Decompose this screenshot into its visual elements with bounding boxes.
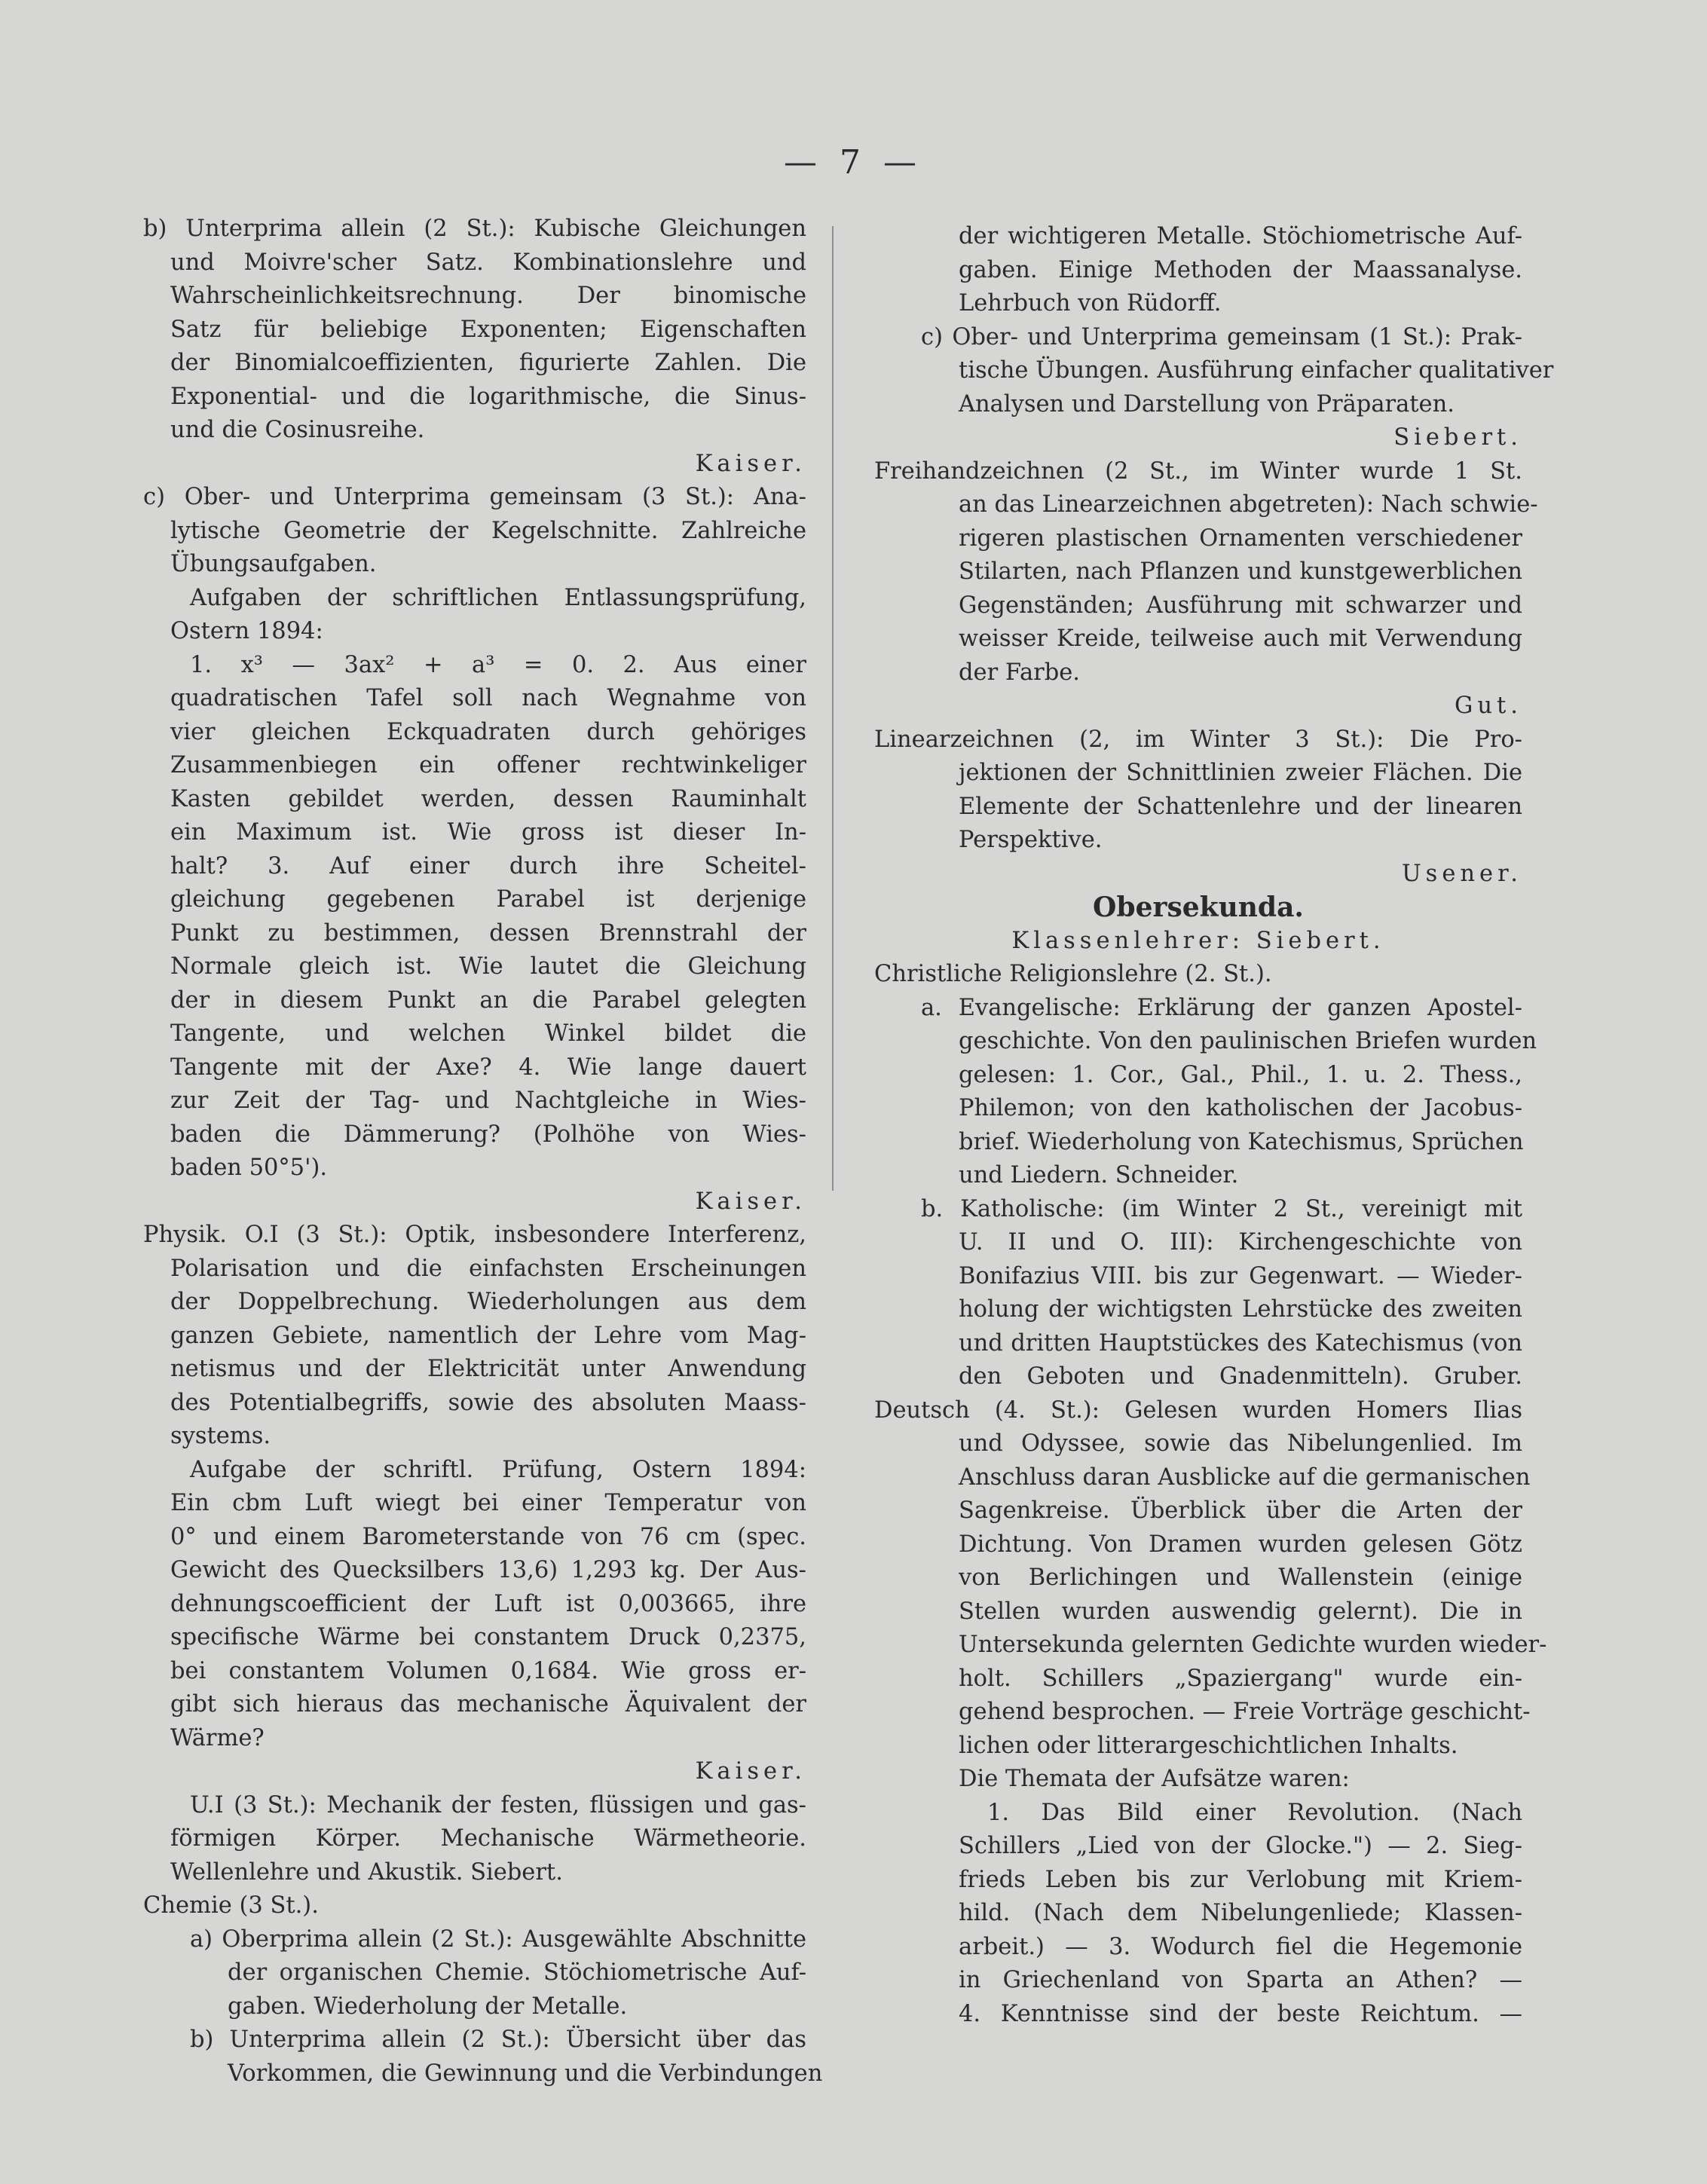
text-line: gleichung gegebenen Parabel ist derjenige (170, 886, 806, 913)
text-line: Physik. O.I (3 St.): Optik, insbesondere Interferenz, (143, 1222, 806, 1248)
text-line: Klassenlehrer: Siebert. (1011, 927, 1385, 954)
text-line: bei constantem Volumen 0,1684. Wie gross er- (170, 1657, 806, 1684)
text-line: gaben. Einige Methoden der Maassanalyse. (959, 256, 1522, 283)
text-line: Exponential- und die logarithmische, die Sinus- (170, 383, 806, 410)
text-line: holt. Schillers „Spaziergang" wurde ein- (959, 1665, 1522, 1692)
text-line: Wärme? (170, 1724, 265, 1751)
text-line: Tangente, und welchen Winkel bildet die (170, 1020, 806, 1047)
text-line: Übungsaufgaben. (170, 551, 377, 577)
left-column (143, 213, 823, 2091)
text-line: weisser Kreide, teilweise auch mit Verwendung (959, 626, 1522, 652)
text-line: Tangente mit der Axe? 4. Wie lange dauert (170, 1054, 806, 1081)
text-line: Ostern 1894: (170, 618, 323, 644)
text-line: frieds Leben bis zur Verlobung mit Kriem- (959, 1866, 1522, 1893)
text-line: den Geboten und Gnadenmitteln). Gruber. (959, 1363, 1522, 1390)
text-line: Kasten gebildet werden, dessen Rauminhalt (170, 785, 806, 812)
text-line: systems. (170, 1423, 271, 1449)
text-line: gehend besprochen. — Freie Vorträge geschicht- (959, 1699, 1531, 1725)
text-line: Philemon; von den katholischen der Jacobus- (959, 1095, 1522, 1121)
text-line: Normale gleich ist. Wie lautet die Gleichung (170, 953, 806, 980)
text-line: an das Linearzeichnen abgetreten): Nach schwie- (959, 491, 1538, 518)
text-line: der Doppelbrechung. Wiederholungen aus dem (170, 1289, 806, 1315)
text-line: und die Cosinusreihe. (170, 417, 425, 443)
text-line: Wahrscheinlichkeitsrechnung. Der binomische (170, 283, 806, 309)
right-column (874, 220, 1554, 2031)
text-line: der wichtigeren Metalle. Stöchiometrische Auf- (959, 223, 1522, 249)
text-line: Gegenständen; Ausführung mit schwarzer und (959, 592, 1522, 619)
text-line: Obersekunda. (1093, 892, 1304, 923)
text-line: Polarisation und die einfachsten Erscheinungen (170, 1255, 806, 1282)
text-line: c) Ober- und Unterprima gemeinsam (3 St.): Ana- (143, 484, 806, 510)
text-line: lichen oder litterargeschichtlichen Inhalts. (959, 1732, 1458, 1759)
text-line: Sagenkreise. Überblick über die Arten der (959, 1497, 1522, 1524)
text-line: vier gleichen Eckquadraten durch gehöriges (170, 718, 806, 745)
text-line: Stilarten, nach Pflanzen und kunstgewerblichen (959, 558, 1522, 585)
text-line: Bonifazius VIII. bis zur Gegenwart. — Wieder- (959, 1262, 1522, 1289)
text-line: gelesen: 1. Cor., Gal., Phil., 1. u. 2. Thess., (959, 1061, 1522, 1088)
text-line: b) Unterprima allein (2 St.): Übersicht über das (190, 2026, 806, 2053)
text-line: Die Themata der Aufsätze waren: (959, 1766, 1350, 1792)
text-line: der Binomialcoeffizienten, figurierte Zahlen. Die (170, 350, 806, 376)
text-line: Wellenlehre und Akustik. Siebert. (170, 1858, 563, 1886)
text-line: halt? 3. Auf einer durch ihre Scheitel- (170, 852, 806, 879)
text-line: des Potentialbegriffs, sowie des absoluten Maass- (170, 1389, 806, 1416)
text-line: gibt sich hieraus das mechanische Äquivalent der (170, 1691, 806, 1718)
text-line: jektionen der Schnittlinien zweier Flächen. Die (959, 760, 1522, 786)
text-line: holung der wichtigsten Lehrstücke des zweiten (959, 1296, 1522, 1323)
text-line: brief. Wiederholung von Katechismus, Sprüchen (959, 1128, 1524, 1155)
text-line: Chemie (3 St.). (143, 1892, 319, 1919)
text-line: Stellen wurden auswendig gelernt). Die in (959, 1598, 1522, 1625)
text-line: der organischen Chemie. Stöchiometrische Auf- (228, 1959, 806, 1986)
text-line: arbeit.) — 3. Wodurch fiel die Hegemonie (959, 1933, 1522, 1960)
text-line: Elemente der Schattenlehre und der linearen (959, 793, 1522, 820)
text-line: Ein cbm Luft wiegt bei einer Temperatur von (170, 1490, 806, 1516)
text-line: Deutsch (4. St.): Gelesen wurden Homers Ilias (874, 1396, 1522, 1424)
text-line: geschichte. Von den paulinischen Briefen wurden (959, 1028, 1537, 1054)
text-line: ganzen Gebiete, namentlich der Lehre vom Mag- (170, 1322, 806, 1349)
text-line: specifische Wärme bei constantem Druck 0,2375, (170, 1624, 806, 1650)
text-line: c) Ober- und Unterprima gemeinsam (1 St.): Prak- (921, 323, 1522, 350)
text-line: Satz für beliebige Exponenten; Eigenschaften (170, 316, 806, 343)
text-line: Aufgaben der schriftlichen Entlassungsprüfung, (190, 584, 806, 611)
text-line: Kaiser. (695, 1758, 806, 1785)
text-line: Gewicht des Quecksilbers 13,6) 1,293 kg. Der Aus- (170, 1557, 806, 1583)
text-line: Anschluss daran Ausblicke auf die germanischen (959, 1464, 1531, 1491)
text-line: a) Oberprima allein (2 St.): Ausgewählte Abschnitte (190, 1926, 806, 1953)
text-line: a. Evangelische: Erklärung der ganzen Apostel- (921, 994, 1522, 1021)
text-line: Dichtung. Von Dramen wurden gelesen Götz (959, 1531, 1522, 1558)
text-line: Freihandzeichnen (2 St., im Winter wurde 1 St. (874, 457, 1522, 485)
text-line: Linearzeichnen (2, im Winter 3 St.): Die Pro- (874, 726, 1522, 753)
page-number: — 7 — (784, 143, 922, 182)
text-line: Aufgabe der schriftl. Prüfung, Ostern 1894: (190, 1456, 806, 1483)
text-line: netismus und der Elektricität unter Anwendung (170, 1356, 806, 1382)
text-line: Zusammenbiegen ein offener rechtwinkeliger (170, 752, 806, 778)
text-line: und Moivre'scher Satz. Kombinationslehre und (170, 249, 806, 276)
text-line: quadratischen Tafel soll nach Wegnahme von (170, 685, 806, 711)
text-line: Siebert. (1393, 424, 1522, 451)
text-line: der in diesem Punkt an die Parabel gelegten (170, 986, 806, 1014)
text-line: Usener. (1401, 860, 1522, 887)
text-line: der Farbe. (959, 659, 1080, 686)
text-line: in Griechenland von Sparta an Athen? — (959, 1967, 1522, 1993)
text-line: Perspektive. (959, 827, 1103, 853)
text-line: Kaiser. (695, 450, 806, 477)
text-line: Christliche Religionslehre (2. St.). (874, 961, 1272, 987)
column-divider (832, 226, 834, 1191)
text-line: von Berlichingen und Wallenstein (einige (959, 1565, 1522, 1591)
text-line: 4. Kenntnisse sind der beste Reichtum. — (959, 2000, 1522, 2027)
text-line: Schillers „Lied von der Glocke.") — 2. Sieg- (959, 1833, 1522, 1859)
text-line: Gut. (1455, 693, 1522, 719)
text-line: Punkt zu bestimmen, dessen Brennstrahl der (170, 919, 806, 947)
text-line: Analysen und Darstellung von Präparaten. (959, 390, 1455, 418)
text-line: rigeren plastischen Ornamenten verschiedener (959, 525, 1522, 552)
text-line: 1. Das Bild einer Revolution. (Nach (987, 1799, 1522, 1826)
text-line: b. Katholische: (im Winter 2 St., vereinigt mit (921, 1195, 1522, 1222)
text-line: baden 50°5'). (170, 1155, 328, 1181)
text-line: baden die Dämmerung? (Polhöhe von Wies- (170, 1121, 806, 1148)
text-line: und dritten Hauptstückes des Katechismus (von (959, 1329, 1522, 1357)
text-line: zur Zeit der Tag- und Nachtgleiche in Wies- (170, 1087, 806, 1114)
text-line: Untersekunda gelernten Gedichte wurden wieder- (959, 1632, 1547, 1658)
text-line: gaben. Wiederholung der Metalle. (228, 1993, 628, 2020)
text-line: Vorkommen, die Gewinnung und die Verbindungen (228, 2060, 823, 2087)
text-line: Kaiser. (695, 1188, 806, 1215)
text-line: U.I (3 St.): Mechanik der festen, flüssigen und gas- (190, 1791, 806, 1818)
text-line: 1. x³ — 3ax² + a³ = 0. 2. Aus einer (190, 651, 806, 678)
text-line: U. II und O. III): Kirchengeschichte von (959, 1229, 1522, 1256)
text-line: 0° und einem Barometerstande von 76 cm (spec. (170, 1523, 806, 1550)
text-line: dehnungscoefficient der Luft ist 0,003665, ihre (170, 1590, 806, 1617)
text-line: und Liedern. Schneider. (959, 1162, 1239, 1188)
text-line: Lehrbuch von Rüdorff. (959, 290, 1222, 317)
text-line: ein Maximum ist. Wie gross ist dieser In- (170, 819, 806, 846)
text-line: b) Unterprima allein (2 St.): Kubische Gleichungen (143, 216, 806, 242)
text-line: hild. (Nach dem Nibelungenliede; Klassen- (959, 1900, 1522, 1926)
text-line: tische Übungen. Ausführung einfacher qualitativer (959, 357, 1554, 384)
text-line: lytische Geometrie der Kegelschnitte. Zahlreiche (170, 517, 806, 544)
text-line: förmigen Körper. Mechanische Wärmetheorie. (170, 1825, 806, 1852)
text-line: und Odyssee, sowie das Nibelungenlied. Im (959, 1430, 1522, 1457)
